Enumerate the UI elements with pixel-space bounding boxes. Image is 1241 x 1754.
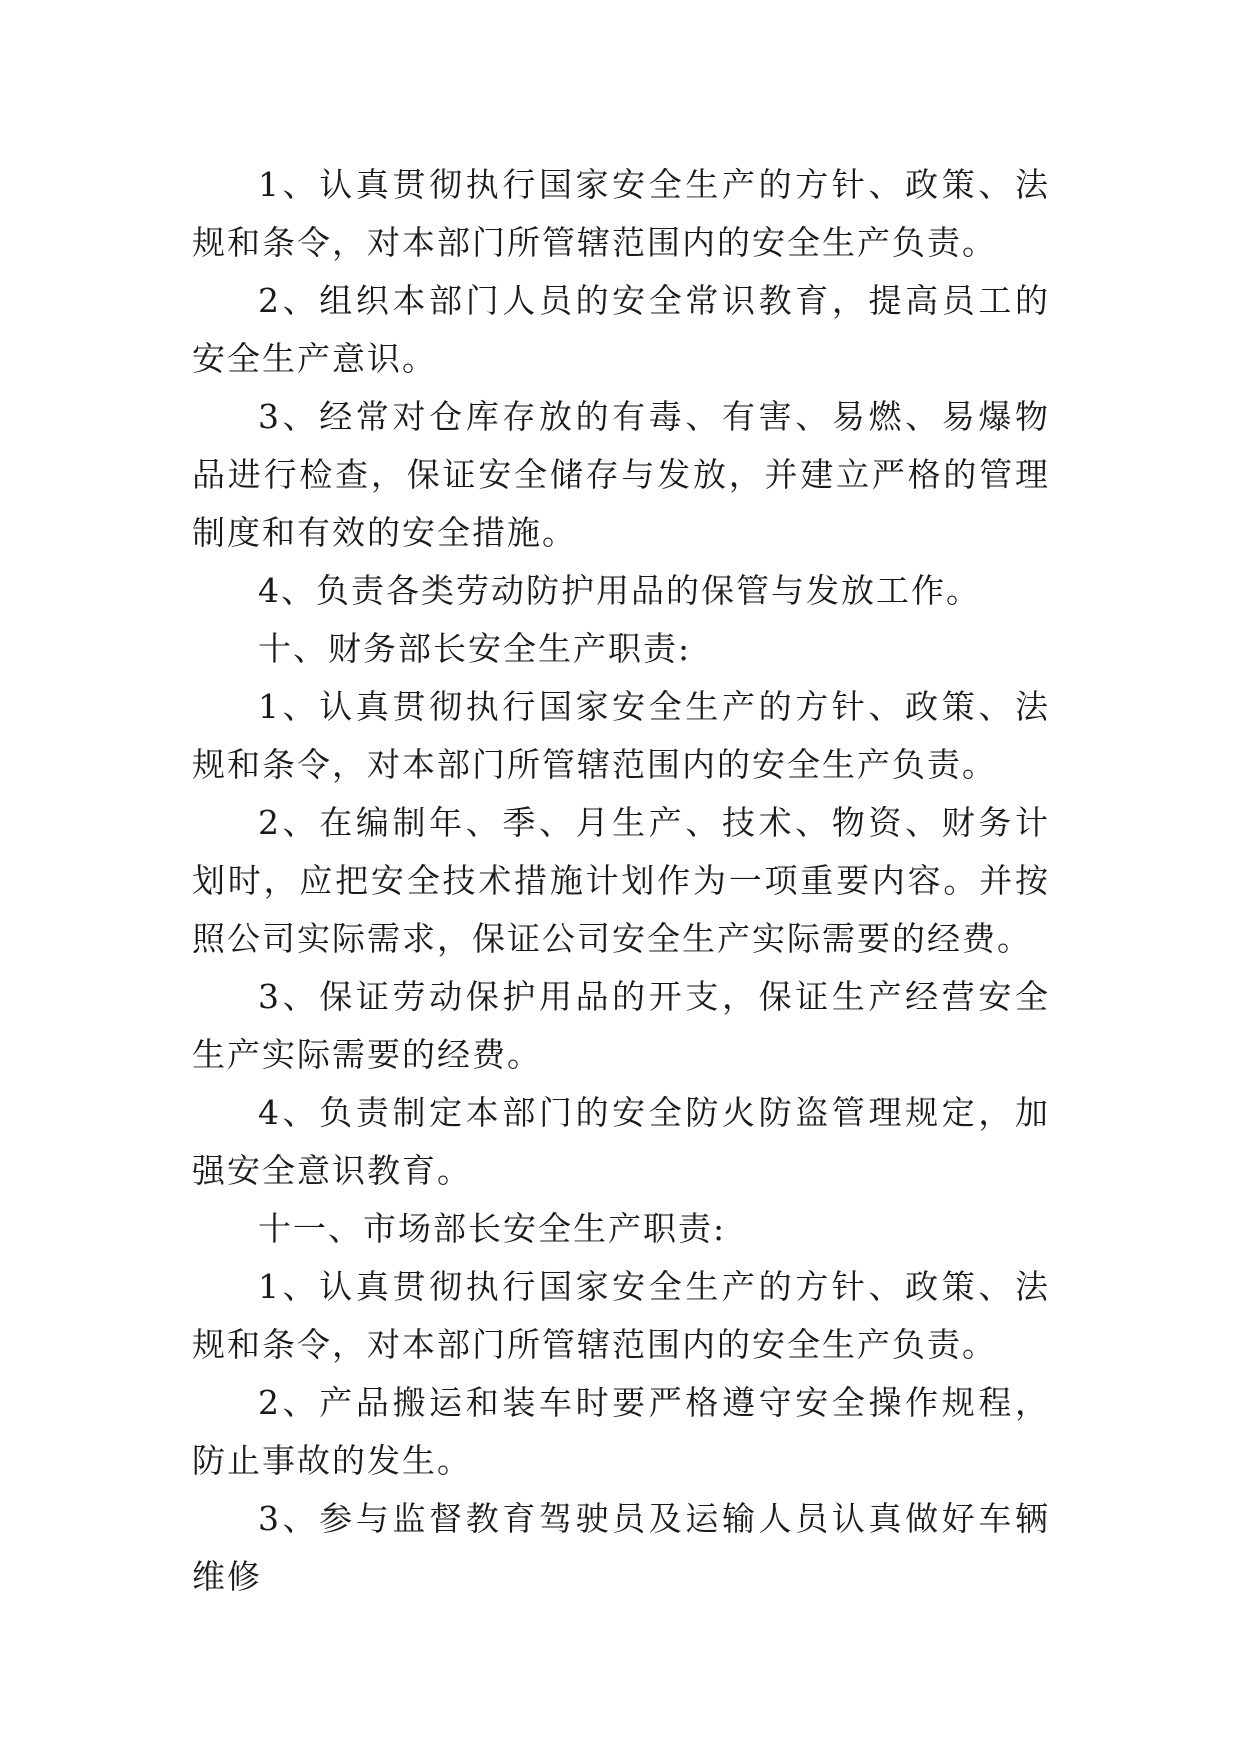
section-heading-market: 十一、市场部长安全生产职责:	[258, 1209, 727, 1248]
paragraph-market-2: 2、产品搬运和装车时要严格遵守安全操作规程，防止事故的发生。	[192, 1383, 1050, 1480]
paragraph-finance-2: 2、在编制年、季、月生产、技术、物资、财务计划时，应把安全技术措施计划作为一项重要内容。并按照公司实际需求，保证公司安全生产实际需要的经费。	[192, 803, 1050, 958]
paragraph-market-1: 1、认真贯彻执行国家安全生产的方针、政策、法规和条令，对本部门所管辖范围内的安全生产负责。	[192, 1267, 1050, 1364]
paragraph-warehouse-1: 1、认真贯彻执行国家安全生产的方针、政策、法规和条令，对本部门所管辖范围内的安全生产负责。	[192, 165, 1050, 262]
paragraph-warehouse-4: 4、负责各类劳动防护用品的保管与发放工作。	[258, 571, 981, 610]
document-body	[192, 156, 1050, 1606]
paragraph-finance-1: 1、认真贯彻执行国家安全生产的方针、政策、法规和条令，对本部门所管辖范围内的安全生产负责。	[192, 687, 1050, 784]
paragraph-warehouse-2: 2、组织本部门人员的安全常识教育，提高员工的安全生产意识。	[192, 281, 1050, 378]
section-heading-finance: 十、财务部长安全生产职责:	[258, 629, 692, 668]
paragraph-market-3: 3、参与监督教育驾驶员及运输人员认真做好车辆维修	[192, 1499, 1050, 1596]
paragraph-finance-4: 4、负责制定本部门的安全防火防盗管理规定，加强安全意识教育。	[192, 1093, 1050, 1190]
paragraph-finance-3: 3、保证劳动保护用品的开支，保证生产经营安全生产实际需要的经费。	[192, 977, 1050, 1074]
paragraph-warehouse-3: 3、经常对仓库存放的有毒、有害、易燃、易爆物品进行检查，保证安全储存与发放，并建立严格的管理制度和有效的安全措施。	[192, 397, 1050, 552]
